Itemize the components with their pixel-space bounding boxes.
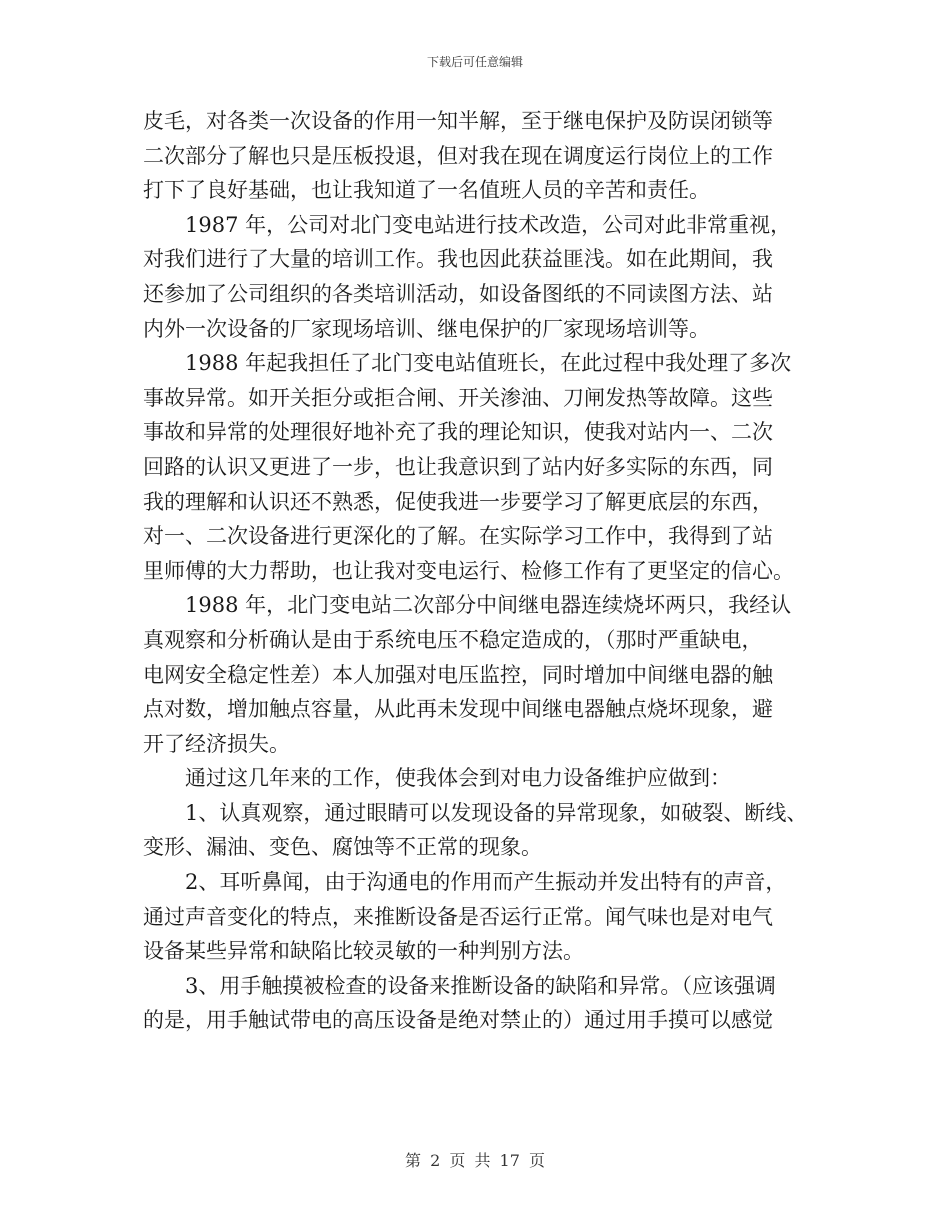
text-line: 1988 年起我担任了北门变电站值班长，在此过程中我处理了多次 xyxy=(185,351,792,376)
text-line: 对我们进行了大量的培训工作。我也因此获益匪浅。如在此期间，我 xyxy=(143,247,773,272)
text-line: 回路的认识又更进了一步，也让我意识到了站内好多实际的东西，同 xyxy=(143,454,773,479)
text-line: 里师傅的大力帮助，也让我对变电运行、检修工作有了更坚定的信心。 xyxy=(143,558,794,583)
document-body xyxy=(143,104,833,1038)
text-line: 电网安全稳定性差）本人加强对电压监控，同时增加中间继电器的触 xyxy=(143,662,773,687)
text-line: 2、耳听鼻闻，由于沟通电的作用而产生振动并发出特有的声音， xyxy=(185,870,787,895)
text-line: 设备某些异常和缺陷比较灵敏的一种判别方法。 xyxy=(143,939,584,964)
text-line: 还参加了公司组织的各类培训活动，如设备图纸的不同读图方法、站 xyxy=(143,281,773,306)
page-header: 下载后可任意编辑 xyxy=(426,55,523,69)
text-line: 开了经济损失。 xyxy=(143,731,290,756)
text-line: 变形、漏油、变色、腐蚀等不正常的现象。 xyxy=(143,835,542,860)
text-line: 1、认真观察，通过眼睛可以发现设备的异常现象，如破裂、断线、 xyxy=(185,800,808,825)
text-line: 皮毛，对各类一次设备的作用一知半解，至于继电保护及防误闭锁等 xyxy=(143,109,773,133)
text-line: 1987 年，公司对北门变电站进行技术改造，公司对此非常重视， xyxy=(185,212,792,237)
text-line: 的是，用手触试带电的高压设备是绝对禁止的）通过用手摸可以感觉 xyxy=(143,1008,773,1033)
text-line: 通过这几年来的工作，使我体会到对电力设备维护应做到： xyxy=(185,766,731,791)
text-line: 二次部分了解也只是压板投退，但对我在现在调度运行岗位上的工作 xyxy=(143,143,773,168)
text-line: 内外一次设备的厂家现场培训、继电保护的厂家现场培训等。 xyxy=(143,316,710,341)
text-line: 我的理解和认识还不熟悉，促使我进一步要学习了解更底层的东西， xyxy=(143,489,773,514)
text-line: 真观察和分析确认是由于系统电压不稳定造成的，（那时严重缺电， xyxy=(143,627,763,652)
text-line: 1988 年，北门变电站二次部分中间继电器连续烧坏两只，我经认 xyxy=(185,593,792,618)
text-line: 事故和异常的处理很好地补充了我的理论知识，使我对站内一、二次 xyxy=(143,420,773,445)
text-line: 对一、二次设备进行更深化的了解。在实际学习工作中，我得到了站 xyxy=(143,524,773,549)
text-line: 3、用手触摸被检查的设备来推断设备的缺陷和异常。（应该强调 xyxy=(185,973,776,998)
text-line: 打下了良好基础，也让我知道了一名值班人员的辛苦和责任。 xyxy=(143,178,710,203)
text-line: 点对数，增加触点容量，从此再未发现中间继电器触点烧坏现象，避 xyxy=(143,697,773,722)
text-line: 通过声音变化的特点，来推断设备是否运行正常。闻气味也是对电气 xyxy=(143,904,773,929)
text-line: 事故异常。如开关拒分或拒合闸、开关渗油、刀闸发热等故障。这些 xyxy=(143,385,773,410)
page-number-footer: 第 2 页 共 17 页 xyxy=(405,1151,545,1170)
